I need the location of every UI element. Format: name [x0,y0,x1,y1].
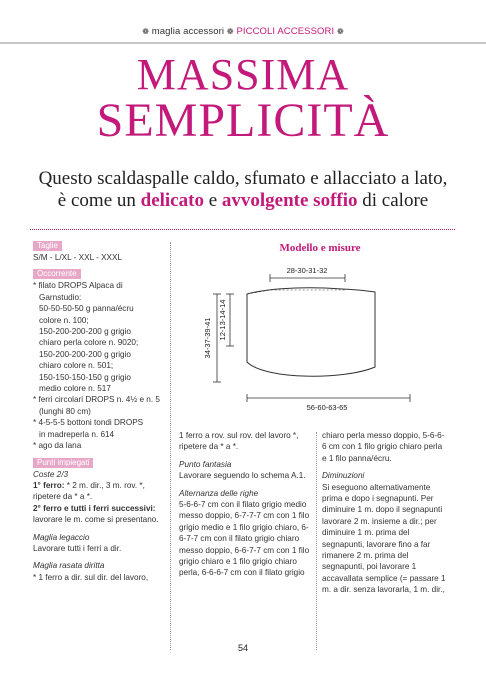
materials-line: colore n. 100; [39,315,89,325]
alternanza-title: Alternanza delle righe [179,488,259,498]
materials-line: 50-50-50-50 g panna/écru [39,304,134,314]
materials-line: * 4-5-5-5 bottoni tondi DROPS [33,418,144,428]
garment-outline [247,288,375,376]
legaccio-title: Maglia legaccio [33,532,90,542]
fantasia-title: Punto fantasia [179,459,232,469]
column-divider [170,242,171,650]
subtitle-text: di calore [357,190,429,211]
diminuzioni-text: Si eseguono alternativamente prima e dopo i segnapunti. Per diminuire 1 m. dopo il segnapunti lavorare 2 m. insieme a dir.; per diminuire 1 m. prima del segnapunti, lavorare fino a far rimanere 2 m. prima del segnapunti, poi lavorare 1 accavallata semplice (= passare 1 m. a dir. senza lavorarla, 1 m. dir., [322,482,446,595]
pattern-diagram [195,262,445,422]
page-number: 54 [237,643,248,653]
diagram-title: Modello e misure [279,242,361,254]
sizes-value: S/M - L/XL - XXL - XXXL [33,253,123,262]
subsection-label: PICCOLI ACCESSORI [236,26,335,37]
occorrente-tag: Occorrente [33,269,81,279]
materials-line: 150-200-200-200 g grigio [39,327,131,337]
materials-line: 150-200-200-200 g grigio [39,349,131,359]
dotted-divider [30,229,455,230]
left-outer-measure-label: 34-37-39-41 [203,317,212,359]
column-divider [316,432,317,650]
legaccio-text: Lavorare tutti i ferri a dir. [33,543,122,553]
ferro2-label: 2° ferro e tutti i ferri successivi: [33,503,156,513]
top-measure-label: 28-30-31-32 [286,266,328,275]
ferro1-row [33,480,163,503]
instructions-column-2 [179,430,311,579]
taglie-tag: Taglie [33,241,62,251]
flower-icon: ❁ [336,27,344,36]
materials-line: chiaro perla colore n. 9020; [39,338,139,348]
materials-line: (lunghi 80 cm) [39,406,91,416]
section-header [0,26,486,37]
punti-tag: Punti impiegati [33,458,93,468]
subtitle-text: è come un [57,190,141,211]
flower-icon: ❁ [142,27,150,36]
materials-line: Garnstudio: [39,292,82,302]
rasata-text: * 1 ferro a dir. sul dir. del lavoro, [33,572,149,582]
page-title-line1: MASSIMA [136,50,350,99]
subtitle-line2 [0,190,486,212]
materials-line: * filato DROPS Alpaca di [33,281,123,291]
left-inner-measure-label: 12-13-14-14 [218,299,227,341]
rasata-title: Maglia rasata diritta [33,561,105,571]
alternanza-text: 5-6-6-7 cm con il filato grigio medio messo doppio, 6-7-7-7 cm con 1 filo grigio medio e 1 filo grigio chiaro, 6-6-7-7 cm con il filato grigio chiaro messo doppio, 6-6-7-7 cm con 1 filo grigio chiaro e 1 filo grigio chiaro perla, 6-6-6-7 cm con il filato grigio [179,500,310,578]
section-label: maglia accessori [151,26,225,37]
materials-line: * ferri circolari DROPS n. 4½ e n. 5 [33,395,160,405]
subtitle-highlight: delicato [140,190,204,211]
subtitle-text: e [203,190,222,211]
diminuzioni-title: Diminuzioni [322,471,365,481]
instructions-column-3 [322,430,447,596]
subtitle-highlight: avvolgente soffio [221,190,358,211]
rasata-continued: 1 ferro a rov. sul rov. del lavoro *, ripetere da * a *. [179,431,299,452]
alternanza-continued: chiaro perla messo doppio, 5-6-6-6 cm con 1 filo grigio chiaro perla e 1 filo panna/écru. [322,431,445,463]
ferro2-text: lavorare le m. come si presentano. [33,515,159,525]
materials-line: chiaro colore n. 501; [39,361,114,371]
flower-icon: ❁ [226,27,234,36]
coste-title: Coste 2/3 [33,469,69,479]
materials-line: medio colore n. 517 [39,384,111,394]
materials-column [33,240,163,583]
materials-line: in madreperla n. 614 [39,429,115,439]
ferro2-row [33,503,163,526]
materials-line: 150-150-150-150 g grigio [39,372,131,382]
page-title-line2: SEMPLICITÀ [96,94,390,147]
header-divider [0,42,486,44]
fantasia-text: Lavorare seguendo lo schema A.1. [179,471,306,481]
materials-line: * ago da lana [33,441,82,451]
materials-list [33,280,163,451]
ferro1-label: 1° ferro: [33,480,65,490]
subtitle-line1: Questo scaldaspalle caldo, sfumato e allacciato a lato, [38,168,448,189]
ferro1-text: * 2 m. dir., 3 m. rov. *, ripetere da * a *. [33,480,145,502]
bottom-measure-label: 56-60-63-65 [306,403,348,412]
